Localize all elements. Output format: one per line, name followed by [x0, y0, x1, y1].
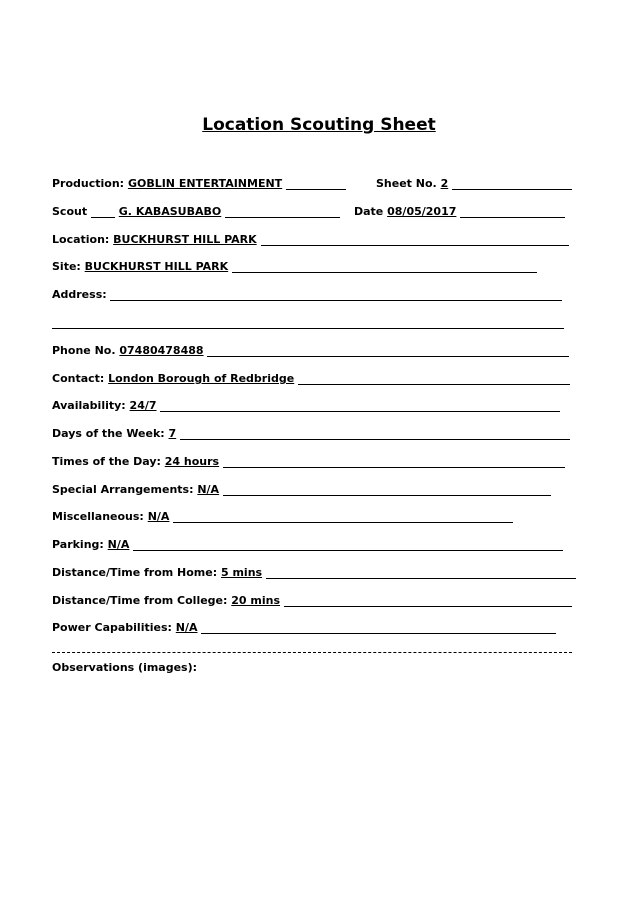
- contact-value: London Borough of Redbridge: [108, 372, 295, 385]
- production-row: [52, 176, 346, 194]
- page-title: Location Scouting Sheet: [202, 115, 436, 135]
- scout-value: G. KABASUBABO: [118, 205, 222, 218]
- phone-value: 07480478488: [119, 344, 204, 357]
- address-underline: [110, 287, 562, 301]
- date-label: Date: [354, 205, 384, 218]
- site-row: [52, 259, 537, 277]
- times-row: [52, 454, 565, 472]
- production-underline: [286, 176, 346, 190]
- contact-label: Contact:: [52, 372, 105, 385]
- location-row: [52, 232, 569, 250]
- availability-value: 24/7: [129, 399, 157, 412]
- contact-row: [52, 371, 570, 389]
- days-value: 7: [168, 427, 177, 440]
- date-value: 08/05/2017: [387, 205, 457, 218]
- availability-row: [52, 398, 560, 416]
- power-underline: [201, 620, 556, 634]
- availability-underline: [160, 398, 560, 412]
- sheet-no-value: 2: [440, 177, 449, 190]
- dist-college-underline: [284, 593, 572, 607]
- dist-college-label: Distance/Time from College:: [52, 594, 228, 607]
- times-value: 24 hours: [164, 455, 220, 468]
- production-label: Production:: [52, 177, 125, 190]
- dist-college-row: [52, 593, 572, 611]
- misc-underline: [173, 509, 513, 523]
- site-underline: [232, 259, 537, 273]
- phone-label: Phone No.: [52, 344, 116, 357]
- location-underline: [261, 232, 569, 246]
- special-row: [52, 482, 551, 500]
- dist-home-underline: [266, 565, 576, 579]
- address-row: [52, 287, 562, 305]
- date-row: [354, 204, 565, 222]
- observations-row: [52, 661, 197, 679]
- address-line-2: [52, 315, 564, 333]
- phone-row: [52, 343, 569, 361]
- power-row: [52, 620, 556, 638]
- misc-label: Miscellaneous:: [52, 510, 144, 523]
- power-value: N/A: [175, 621, 198, 634]
- site-value: BUCKHURST HILL PARK: [84, 260, 229, 273]
- date-underline: [460, 204, 565, 218]
- times-underline: [223, 454, 565, 468]
- contact-underline: [298, 371, 570, 385]
- misc-value: N/A: [147, 510, 170, 523]
- days-underline: [180, 426, 570, 440]
- sheet-no-label: Sheet No.: [376, 177, 437, 190]
- dist-college-value: 20 mins: [231, 594, 281, 607]
- dist-home-row: [52, 565, 576, 583]
- scout-label: Scout: [52, 205, 88, 218]
- sheet-no-underline: [452, 176, 572, 190]
- parking-underline: [133, 537, 563, 551]
- location-label: Location:: [52, 233, 110, 246]
- misc-row: [52, 509, 513, 527]
- production-value: GOBLIN ENTERTAINMENT: [127, 177, 283, 190]
- special-underline: [223, 482, 551, 496]
- special-label: Special Arrangements:: [52, 483, 194, 496]
- sheet-no-row: [376, 176, 572, 194]
- dashed-separator: [52, 652, 572, 653]
- scout-row: [52, 204, 340, 222]
- availability-label: Availability:: [52, 399, 126, 412]
- address-label: Address:: [52, 288, 107, 301]
- scout-pre-underline: [91, 204, 115, 218]
- special-value: N/A: [197, 483, 220, 496]
- parking-label: Parking:: [52, 538, 104, 551]
- parking-value: N/A: [107, 538, 130, 551]
- parking-row: [52, 537, 563, 555]
- scout-underline: [225, 204, 340, 218]
- dist-home-value: 5 mins: [220, 566, 263, 579]
- power-label: Power Capabilities:: [52, 621, 172, 634]
- site-label: Site:: [52, 260, 81, 273]
- location-value: BUCKHURST HILL PARK: [113, 233, 257, 246]
- address-underline-2: [52, 315, 564, 329]
- dist-home-label: Distance/Time from Home:: [52, 566, 218, 579]
- observations-label: Observations (images):: [52, 661, 198, 674]
- phone-underline: [207, 343, 569, 357]
- days-row: [52, 426, 570, 444]
- times-label: Times of the Day:: [52, 455, 161, 468]
- days-label: Days of the Week:: [52, 427, 165, 440]
